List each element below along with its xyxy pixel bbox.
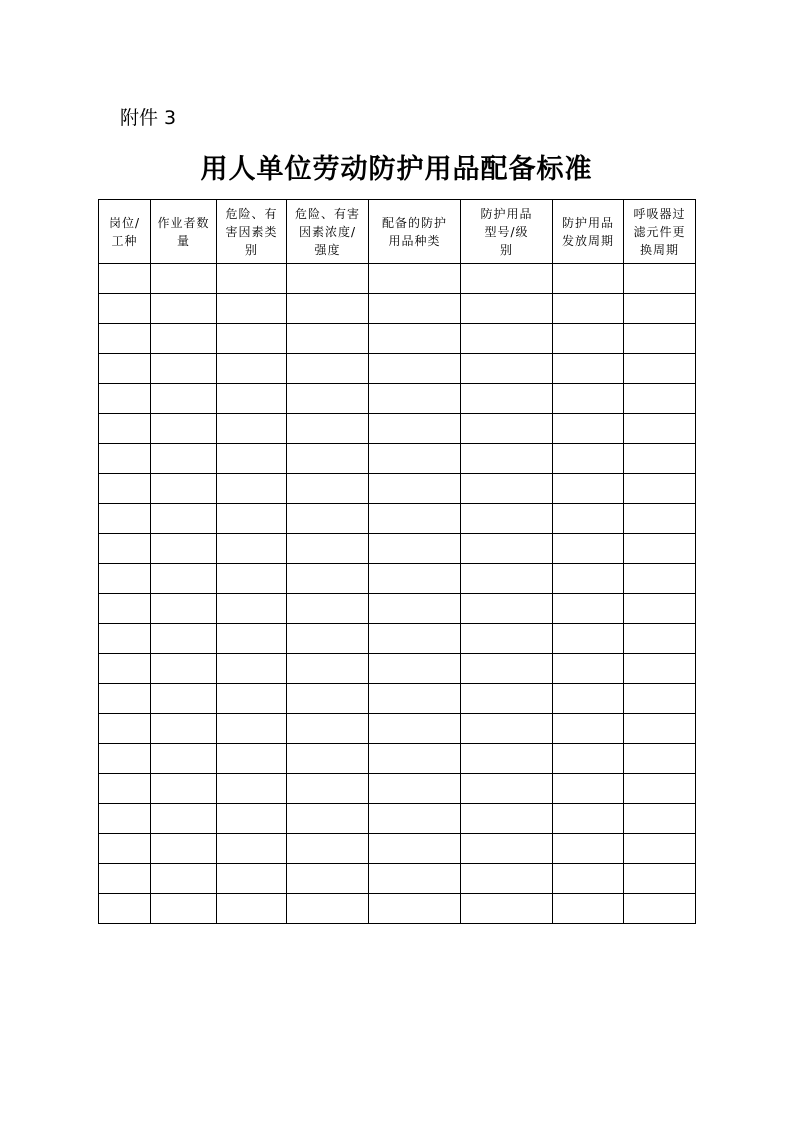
table-cell: [624, 384, 696, 414]
header-equipment-type: 配备的防护用品种类: [369, 200, 461, 264]
table-cell: [99, 684, 151, 714]
table-cell: [151, 864, 217, 894]
table-cell: [151, 414, 217, 444]
document-title: 用人单位劳动防护用品配备标准: [200, 154, 593, 185]
table-cell: [151, 714, 217, 744]
table-body: [99, 264, 696, 924]
table-cell: [369, 864, 461, 894]
table-cell: [553, 744, 624, 774]
table-cell: [461, 384, 553, 414]
table-cell: [99, 354, 151, 384]
table-cell: [369, 294, 461, 324]
table-cell: [461, 474, 553, 504]
table-cell: [624, 324, 696, 354]
table-cell: [553, 414, 624, 444]
table-cell: [151, 564, 217, 594]
table-cell: [461, 414, 553, 444]
table-cell: [461, 594, 553, 624]
table-cell: [624, 654, 696, 684]
table-cell: [553, 294, 624, 324]
table-cell: [287, 894, 369, 924]
table-cell: [461, 264, 553, 294]
table-cell: [624, 684, 696, 714]
table-cell: [461, 684, 553, 714]
table-cell: [461, 444, 553, 474]
table-cell: [461, 504, 553, 534]
table-row: [99, 414, 696, 444]
table-cell: [217, 534, 287, 564]
table-header-row: [99, 200, 696, 264]
table-cell: [461, 324, 553, 354]
table-cell: [287, 594, 369, 624]
table-cell: [99, 474, 151, 504]
table-cell: [624, 564, 696, 594]
table-cell: [99, 654, 151, 684]
table-cell: [553, 384, 624, 414]
table-cell: [99, 444, 151, 474]
table-cell: [461, 804, 553, 834]
table-cell: [151, 834, 217, 864]
table-row: [99, 744, 696, 774]
table-cell: [151, 684, 217, 714]
header-worker-count: 作业者数量: [151, 200, 217, 264]
table-cell: [99, 624, 151, 654]
table-cell: [369, 564, 461, 594]
table-cell: [369, 774, 461, 804]
table-cell: [624, 894, 696, 924]
table-cell: [217, 624, 287, 654]
table-cell: [369, 534, 461, 564]
table-cell: [99, 384, 151, 414]
table-cell: [461, 294, 553, 324]
table-cell: [461, 654, 553, 684]
table-cell: [151, 894, 217, 924]
table-cell: [99, 744, 151, 774]
table-cell: [151, 294, 217, 324]
table-cell: [99, 264, 151, 294]
table-cell: [99, 534, 151, 564]
table-cell: [151, 624, 217, 654]
table-cell: [553, 774, 624, 804]
table-row: [99, 654, 696, 684]
table-cell: [369, 804, 461, 834]
table-cell: [553, 834, 624, 864]
table-row: [99, 834, 696, 864]
table-cell: [553, 504, 624, 534]
table-cell: [624, 714, 696, 744]
table-cell: [99, 834, 151, 864]
table-cell: [553, 894, 624, 924]
table-cell: [369, 684, 461, 714]
table-row: [99, 774, 696, 804]
table-cell: [624, 354, 696, 384]
table-cell: [461, 894, 553, 924]
table-cell: [624, 444, 696, 474]
table-cell: [217, 684, 287, 714]
table-cell: [553, 804, 624, 834]
table-cell: [151, 654, 217, 684]
table-cell: [99, 324, 151, 354]
table-cell: [287, 354, 369, 384]
table-cell: [624, 594, 696, 624]
table-cell: [553, 534, 624, 564]
table-cell: [287, 264, 369, 294]
table-row: [99, 324, 696, 354]
table-cell: [287, 534, 369, 564]
table-cell: [217, 384, 287, 414]
table-cell: [217, 324, 287, 354]
table-cell: [99, 864, 151, 894]
table-cell: [553, 624, 624, 654]
table-cell: [217, 744, 287, 774]
table-cell: [369, 324, 461, 354]
table-cell: [287, 624, 369, 654]
table-cell: [151, 774, 217, 804]
table-cell: [287, 834, 369, 864]
table-cell: [461, 564, 553, 594]
table-cell: [151, 384, 217, 414]
table-cell: [369, 414, 461, 444]
header-post-type: 岗位/工种: [99, 200, 151, 264]
table-cell: [99, 564, 151, 594]
table-cell: [553, 354, 624, 384]
table-row: [99, 684, 696, 714]
table-cell: [287, 444, 369, 474]
table-cell: [624, 264, 696, 294]
table-cell: [369, 894, 461, 924]
table-cell: [217, 354, 287, 384]
table-cell: [287, 414, 369, 444]
table-cell: [461, 354, 553, 384]
table-cell: [217, 594, 287, 624]
table-cell: [99, 774, 151, 804]
table-cell: [287, 864, 369, 894]
header-issue-cycle: 防护用品发放周期: [553, 200, 624, 264]
table-cell: [217, 564, 287, 594]
table-cell: [624, 474, 696, 504]
table-cell: [624, 294, 696, 324]
table-row: [99, 594, 696, 624]
table-cell: [151, 264, 217, 294]
table-cell: [461, 864, 553, 894]
table-cell: [287, 654, 369, 684]
table-cell: [553, 324, 624, 354]
table-row: [99, 294, 696, 324]
table-cell: [369, 714, 461, 744]
table-cell: [151, 444, 217, 474]
table-cell: [99, 804, 151, 834]
table-cell: [553, 474, 624, 504]
table-cell: [287, 324, 369, 354]
table-cell: [151, 534, 217, 564]
table-cell: [369, 504, 461, 534]
table-row: [99, 354, 696, 384]
table-row: [99, 534, 696, 564]
table-cell: [151, 324, 217, 354]
table-cell: [217, 474, 287, 504]
table-cell: [369, 354, 461, 384]
table-cell: [624, 774, 696, 804]
table-cell: [151, 474, 217, 504]
table-cell: [624, 744, 696, 774]
table-cell: [217, 774, 287, 804]
table-cell: [369, 264, 461, 294]
attachment-label: 附件 3: [120, 107, 177, 129]
table-cell: [624, 414, 696, 444]
table-row: [99, 564, 696, 594]
table-cell: [151, 504, 217, 534]
table-cell: [217, 894, 287, 924]
table-cell: [461, 624, 553, 654]
table-cell: [553, 714, 624, 744]
table-cell: [287, 294, 369, 324]
table-cell: [99, 894, 151, 924]
table-cell: [217, 414, 287, 444]
table-cell: [217, 654, 287, 684]
table-cell: [369, 444, 461, 474]
table-cell: [369, 594, 461, 624]
table-cell: [461, 744, 553, 774]
table-cell: [624, 534, 696, 564]
table-cell: [151, 804, 217, 834]
table-cell: [553, 264, 624, 294]
table-cell: [624, 504, 696, 534]
table-cell: [369, 624, 461, 654]
equipment-standard-table: [98, 199, 696, 924]
table-cell: [553, 684, 624, 714]
table-cell: [287, 684, 369, 714]
table-cell: [217, 804, 287, 834]
table-cell: [99, 504, 151, 534]
table-row: [99, 804, 696, 834]
table-cell: [461, 834, 553, 864]
table-cell: [151, 594, 217, 624]
header-hazard-intensity: 危险、有害因素浓度/强度: [287, 200, 369, 264]
table-cell: [287, 384, 369, 414]
table-cell: [624, 864, 696, 894]
table-cell: [461, 534, 553, 564]
table-cell: [287, 504, 369, 534]
table-row: [99, 894, 696, 924]
table-row: [99, 864, 696, 894]
table-cell: [369, 384, 461, 414]
table-cell: [553, 654, 624, 684]
header-equipment-model: 防护用品型号/级别: [461, 200, 553, 264]
table-cell: [217, 264, 287, 294]
table-cell: [553, 594, 624, 624]
table-cell: [99, 294, 151, 324]
table-row: [99, 444, 696, 474]
table-cell: [217, 834, 287, 864]
table-cell: [369, 744, 461, 774]
table-cell: [287, 804, 369, 834]
table-cell: [287, 744, 369, 774]
table-row: [99, 624, 696, 654]
table-cell: [461, 714, 553, 744]
header-filter-replacement-cycle: 呼吸器过滤元件更换周期: [624, 200, 696, 264]
table-cell: [217, 504, 287, 534]
table-row: [99, 384, 696, 414]
table-cell: [151, 744, 217, 774]
table-row: [99, 474, 696, 504]
table-cell: [151, 354, 217, 384]
table-row: [99, 264, 696, 294]
table-cell: [553, 444, 624, 474]
table-cell: [461, 774, 553, 804]
table-cell: [369, 654, 461, 684]
table-cell: [624, 624, 696, 654]
header-hazard-category: 危险、有害因素类别: [217, 200, 287, 264]
table-cell: [553, 564, 624, 594]
table-cell: [287, 564, 369, 594]
table-cell: [217, 294, 287, 324]
table-cell: [624, 804, 696, 834]
table-cell: [287, 474, 369, 504]
table-row: [99, 714, 696, 744]
table-cell: [287, 774, 369, 804]
table-cell: [369, 474, 461, 504]
table-cell: [99, 594, 151, 624]
table-cell: [99, 714, 151, 744]
table-cell: [624, 834, 696, 864]
table-cell: [217, 444, 287, 474]
table-row: [99, 504, 696, 534]
table-cell: [553, 864, 624, 894]
table-cell: [369, 834, 461, 864]
table-cell: [287, 714, 369, 744]
table-cell: [217, 714, 287, 744]
table-cell: [99, 414, 151, 444]
table-cell: [217, 864, 287, 894]
